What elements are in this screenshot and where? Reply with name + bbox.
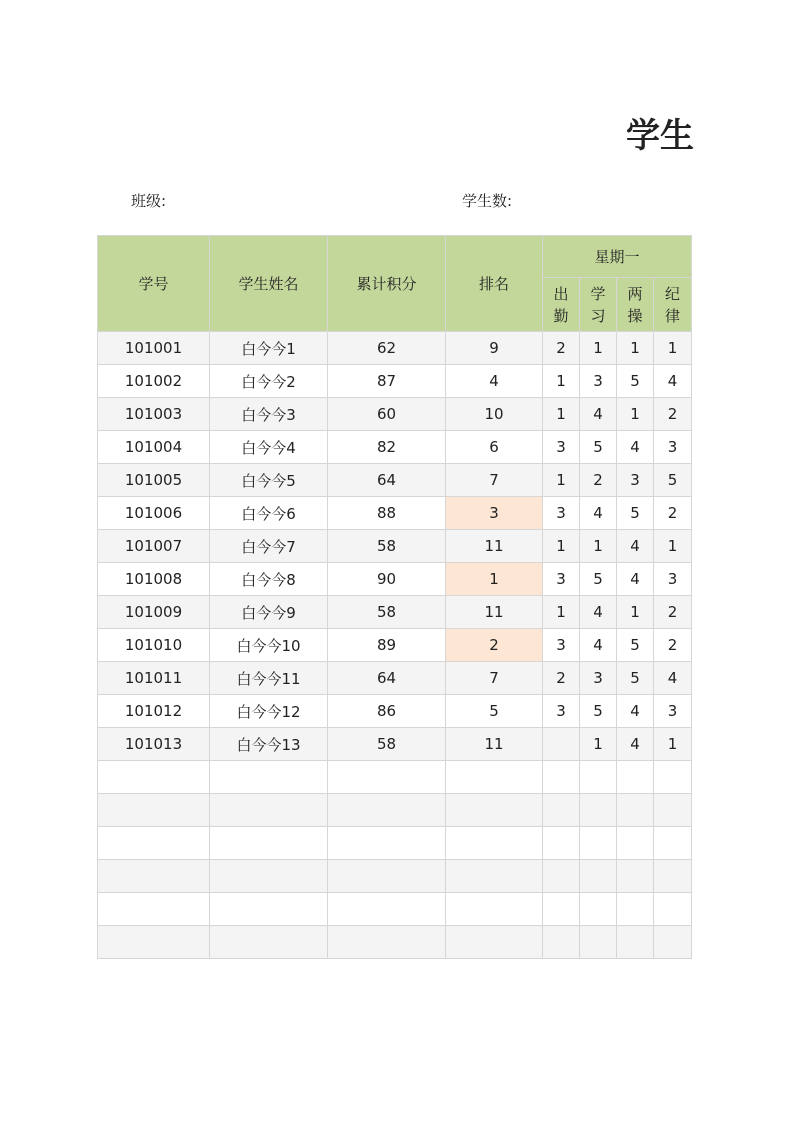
cell-exercises[interactable]: 5 — [617, 497, 654, 530]
cell-total-points[interactable]: 64 — [328, 662, 446, 695]
header-exercises-line2: 操 — [627, 306, 643, 325]
cell-attendance[interactable]: 1 — [543, 365, 580, 398]
cell-total-points[interactable] — [328, 827, 446, 860]
cell-attendance[interactable] — [543, 794, 580, 827]
cell-exercises[interactable]: 4 — [617, 563, 654, 596]
table-row — [98, 431, 692, 464]
header-total-points: 累计积分 — [328, 236, 446, 332]
cell-rank[interactable]: 11 — [446, 728, 543, 761]
cell-student-name[interactable]: 白今今10 — [210, 629, 328, 662]
cell-discipline[interactable]: 3 — [654, 431, 692, 464]
cell-student-id[interactable]: 101010 — [98, 629, 210, 662]
cell-rank[interactable] — [446, 860, 543, 893]
cell-student-id[interactable]: 101002 — [98, 365, 210, 398]
cell-exercises[interactable]: 4 — [617, 695, 654, 728]
cell-study[interactable] — [580, 926, 617, 959]
cell-student-name[interactable]: 白今今3 — [210, 398, 328, 431]
cell-exercises[interactable]: 3 — [617, 464, 654, 497]
cell-student-name[interactable]: 白今今12 — [210, 695, 328, 728]
cell-student-name[interactable]: 白今今5 — [210, 464, 328, 497]
cell-student-id[interactable]: 101006 — [98, 497, 210, 530]
cell-student-name[interactable]: 白今今9 — [210, 596, 328, 629]
cell-student-name[interactable] — [210, 926, 328, 959]
cell-exercises[interactable] — [617, 761, 654, 794]
cell-attendance[interactable]: 3 — [543, 695, 580, 728]
cell-student-id[interactable]: 101007 — [98, 530, 210, 563]
table-row — [98, 761, 692, 794]
cell-attendance[interactable] — [543, 893, 580, 926]
table-row — [98, 596, 692, 629]
table-row — [98, 629, 692, 662]
cell-student-id[interactable] — [98, 794, 210, 827]
cell-study[interactable]: 4 — [580, 497, 617, 530]
cell-discipline[interactable]: 2 — [654, 497, 692, 530]
cell-student-name[interactable] — [210, 761, 328, 794]
cell-student-id[interactable]: 101008 — [98, 563, 210, 596]
table-row — [98, 728, 692, 761]
header-attendance — [543, 278, 580, 332]
cell-rank[interactable]: 11 — [446, 530, 543, 563]
cell-discipline[interactable]: 2 — [654, 596, 692, 629]
class-label: 班级: — [131, 192, 167, 210]
table-row — [98, 332, 692, 365]
cell-rank[interactable]: 3 — [446, 497, 543, 530]
cell-total-points[interactable] — [328, 794, 446, 827]
cell-study[interactable]: 4 — [580, 596, 617, 629]
cell-total-points[interactable]: 88 — [328, 497, 446, 530]
cell-rank[interactable] — [446, 761, 543, 794]
cell-study[interactable]: 5 — [580, 563, 617, 596]
cell-study[interactable]: 5 — [580, 695, 617, 728]
cell-student-name[interactable] — [210, 827, 328, 860]
cell-study[interactable] — [580, 794, 617, 827]
table-body — [98, 332, 692, 959]
cell-student-name[interactable]: 白今今1 — [210, 332, 328, 365]
cell-exercises[interactable] — [617, 827, 654, 860]
cell-student-name[interactable]: 白今今6 — [210, 497, 328, 530]
cell-student-id[interactable]: 101005 — [98, 464, 210, 497]
cell-total-points[interactable] — [328, 860, 446, 893]
cell-student-id[interactable]: 101003 — [98, 398, 210, 431]
cell-rank[interactable] — [446, 893, 543, 926]
student-count-label: 学生数: — [462, 192, 513, 210]
cell-student-name[interactable]: 白今今13 — [210, 728, 328, 761]
cell-attendance[interactable]: 1 — [543, 398, 580, 431]
cell-attendance[interactable] — [543, 926, 580, 959]
cell-discipline[interactable]: 3 — [654, 563, 692, 596]
cell-attendance[interactable]: 3 — [543, 629, 580, 662]
cell-attendance[interactable]: 1 — [543, 464, 580, 497]
cell-discipline[interactable]: 2 — [654, 629, 692, 662]
cell-discipline[interactable] — [654, 893, 692, 926]
cell-rank[interactable]: 7 — [446, 662, 543, 695]
cell-exercises[interactable]: 5 — [617, 662, 654, 695]
cell-rank[interactable]: 4 — [446, 365, 543, 398]
cell-student-id[interactable]: 101004 — [98, 431, 210, 464]
cell-rank[interactable]: 11 — [446, 596, 543, 629]
cell-total-points[interactable] — [328, 893, 446, 926]
cell-exercises[interactable]: 1 — [617, 596, 654, 629]
cell-study[interactable]: 1 — [580, 332, 617, 365]
cell-student-id[interactable] — [98, 893, 210, 926]
cell-rank[interactable] — [446, 926, 543, 959]
cell-total-points[interactable]: 64 — [328, 464, 446, 497]
table-row — [98, 794, 692, 827]
table-row — [98, 827, 692, 860]
cell-discipline[interactable]: 2 — [654, 398, 692, 431]
cell-attendance[interactable]: 2 — [543, 662, 580, 695]
cell-discipline[interactable] — [654, 761, 692, 794]
header-study-line2: 习 — [590, 306, 606, 325]
cell-total-points[interactable]: 58 — [328, 530, 446, 563]
header-exercises-line1: 两 — [627, 284, 643, 303]
header-monday: 星期一 — [543, 236, 692, 278]
cell-study[interactable]: 3 — [580, 662, 617, 695]
header-study — [580, 278, 617, 332]
cell-rank[interactable]: 2 — [446, 629, 543, 662]
cell-student-id[interactable]: 101011 — [98, 662, 210, 695]
cell-rank[interactable]: 5 — [446, 695, 543, 728]
cell-attendance[interactable] — [543, 827, 580, 860]
cell-student-name[interactable] — [210, 893, 328, 926]
cell-study[interactable]: 5 — [580, 431, 617, 464]
header-exercises — [617, 278, 654, 332]
cell-exercises[interactable]: 4 — [617, 530, 654, 563]
header-attendance-line2: 勤 — [553, 306, 569, 325]
cell-student-id[interactable]: 101001 — [98, 332, 210, 365]
cell-student-name[interactable]: 白今今4 — [210, 431, 328, 464]
cell-rank[interactable] — [446, 794, 543, 827]
header-student-id: 学号 — [98, 236, 210, 332]
cell-rank[interactable] — [446, 827, 543, 860]
cell-rank[interactable]: 1 — [446, 563, 543, 596]
cell-study[interactable]: 1 — [580, 728, 617, 761]
cell-study[interactable]: 1 — [580, 530, 617, 563]
cell-exercises[interactable]: 1 — [617, 398, 654, 431]
cell-rank[interactable]: 10 — [446, 398, 543, 431]
cell-total-points[interactable] — [328, 761, 446, 794]
cell-exercises[interactable] — [617, 926, 654, 959]
cell-student-name[interactable]: 白今今8 — [210, 563, 328, 596]
cell-attendance[interactable]: 3 — [543, 563, 580, 596]
cell-rank[interactable]: 7 — [446, 464, 543, 497]
cell-student-id[interactable] — [98, 926, 210, 959]
table-row — [98, 530, 692, 563]
cell-total-points[interactable]: 89 — [328, 629, 446, 662]
cell-study[interactable] — [580, 860, 617, 893]
header-student-name: 学生姓名 — [210, 236, 328, 332]
header-discipline-line2: 律 — [665, 306, 681, 325]
cell-total-points[interactable]: 82 — [328, 431, 446, 464]
cell-attendance[interactable]: 1 — [543, 530, 580, 563]
cell-attendance[interactable]: 1 — [543, 596, 580, 629]
cell-study[interactable]: 3 — [580, 365, 617, 398]
cell-attendance[interactable]: 3 — [543, 431, 580, 464]
cell-exercises[interactable]: 1 — [617, 332, 654, 365]
header-attendance-line1: 出 — [553, 284, 569, 303]
table-row — [98, 860, 692, 893]
cell-discipline[interactable] — [654, 827, 692, 860]
cell-student-id[interactable]: 101012 — [98, 695, 210, 728]
cell-total-points[interactable]: 87 — [328, 365, 446, 398]
cell-attendance[interactable]: 2 — [543, 332, 580, 365]
cell-discipline[interactable] — [654, 926, 692, 959]
cell-attendance[interactable] — [543, 860, 580, 893]
cell-student-name[interactable]: 白今今11 — [210, 662, 328, 695]
cell-student-id[interactable]: 101013 — [98, 728, 210, 761]
page-title: 学生 — [626, 116, 694, 156]
table-row — [98, 365, 692, 398]
cell-student-name[interactable] — [210, 860, 328, 893]
header-study-line1: 学 — [590, 284, 606, 303]
cell-discipline[interactable]: 1 — [654, 530, 692, 563]
table-row — [98, 464, 692, 497]
table-row — [98, 398, 692, 431]
cell-student-name[interactable]: 白今今2 — [210, 365, 328, 398]
cell-discipline[interactable]: 3 — [654, 695, 692, 728]
cell-exercises[interactable] — [617, 860, 654, 893]
cell-student-id[interactable] — [98, 827, 210, 860]
cell-total-points[interactable]: 58 — [328, 728, 446, 761]
cell-student-id[interactable] — [98, 860, 210, 893]
table-row — [98, 497, 692, 530]
cell-study[interactable] — [580, 893, 617, 926]
cell-attendance[interactable] — [543, 761, 580, 794]
cell-exercises[interactable]: 5 — [617, 365, 654, 398]
cell-rank[interactable]: 6 — [446, 431, 543, 464]
table-row — [98, 926, 692, 959]
cell-total-points[interactable]: 58 — [328, 596, 446, 629]
cell-discipline[interactable] — [654, 860, 692, 893]
cell-attendance[interactable] — [543, 728, 580, 761]
cell-exercises[interactable] — [617, 794, 654, 827]
cell-attendance[interactable]: 3 — [543, 497, 580, 530]
cell-total-points[interactable]: 60 — [328, 398, 446, 431]
cell-study[interactable]: 2 — [580, 464, 617, 497]
cell-total-points[interactable]: 90 — [328, 563, 446, 596]
cell-discipline[interactable] — [654, 794, 692, 827]
table-row — [98, 563, 692, 596]
cell-discipline[interactable]: 4 — [654, 365, 692, 398]
cell-study[interactable]: 4 — [580, 398, 617, 431]
table-row — [98, 893, 692, 926]
table-row — [98, 695, 692, 728]
header-discipline — [654, 278, 692, 332]
cell-student-id[interactable] — [98, 761, 210, 794]
cell-student-id[interactable]: 101009 — [98, 596, 210, 629]
cell-study[interactable]: 4 — [580, 629, 617, 662]
cell-study[interactable] — [580, 827, 617, 860]
cell-exercises[interactable]: 4 — [617, 728, 654, 761]
cell-exercises[interactable]: 4 — [617, 431, 654, 464]
header-rank: 排名 — [446, 236, 543, 332]
cell-rank[interactable]: 9 — [446, 332, 543, 365]
cell-total-points[interactable]: 62 — [328, 332, 446, 365]
cell-total-points[interactable] — [328, 926, 446, 959]
cell-discipline[interactable]: 5 — [654, 464, 692, 497]
cell-discipline[interactable]: 1 — [654, 332, 692, 365]
cell-student-name[interactable]: 白今今7 — [210, 530, 328, 563]
cell-total-points[interactable]: 86 — [328, 695, 446, 728]
cell-exercises[interactable]: 5 — [617, 629, 654, 662]
cell-student-name[interactable] — [210, 794, 328, 827]
cell-exercises[interactable] — [617, 893, 654, 926]
cell-study[interactable] — [580, 761, 617, 794]
student-points-table — [97, 235, 692, 959]
table-row — [98, 662, 692, 695]
header-discipline-line1: 纪 — [665, 284, 681, 303]
cell-discipline[interactable]: 4 — [654, 662, 692, 695]
cell-discipline[interactable]: 1 — [654, 728, 692, 761]
